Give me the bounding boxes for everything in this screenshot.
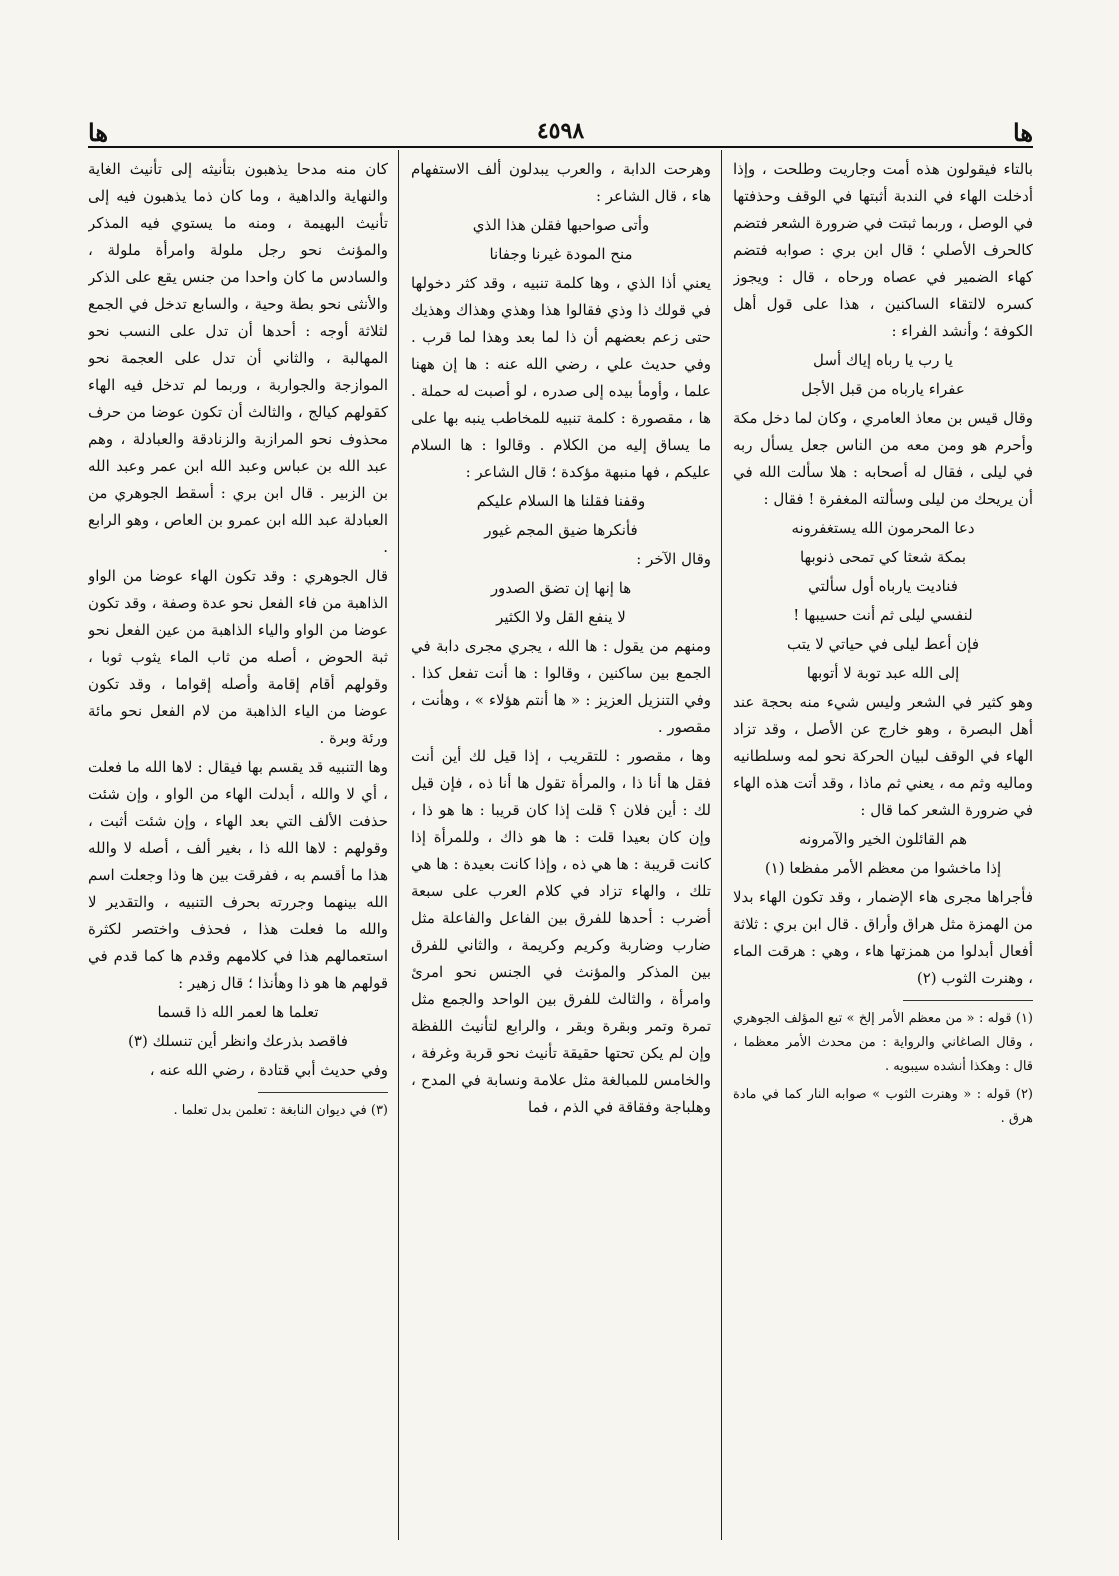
- paragraph: وفي حديث أبي قتادة ، رضي الله عنه ،: [149, 1061, 388, 1079]
- verse-line: إلى الله عبد توبة لا أتوبها: [806, 664, 960, 682]
- footnote: (٣) في ديوان النابغة : تعلمن بدل تعلما .: [173, 1103, 388, 1118]
- verse-line: إذا ماخشوا من معظم الأمر مفظعا (١): [764, 859, 1002, 877]
- column-divider: [721, 150, 722, 1540]
- verse-line: وقفنا فقلنا ها السلام عليكم: [476, 492, 646, 510]
- column-right: [733, 156, 1033, 1536]
- footnote-separator: [903, 1000, 1033, 1001]
- verse-line: تعلما ها لعمر الله ذا قسما: [157, 1003, 319, 1021]
- header-rule: [88, 146, 1033, 148]
- header-entry-word-right: ها: [1013, 118, 1033, 147]
- column-left: [88, 156, 388, 1536]
- footnote-separator: [258, 1092, 388, 1093]
- header-entry-word-left: ها: [88, 118, 108, 147]
- verse-line: فناديت يارباه أول سألتي: [808, 577, 958, 595]
- verse-line: لنفسي ليلى ثم أنت حسيبها !: [793, 606, 973, 624]
- paragraph: وها ، مقصور : للتقريب ، إذا قيل لك أين أنت فقل ها أنا ذا ، والمرأة تقول ها أنا ذه ، فإن قيل لك : أين فلان ؟ قلت إذا كان قريبا : ها هو ذا ، وإن كان بعيدا قلت : ها هو ذاك ، وللمرأة إذا كانت قريبة : ها هي ذه ، وإذا كانت بعيدة : ها هي تلك ، والهاء تزاد في كلام العرب على سبعة أضرب : أحدها للفرق بين الفاعل والفاعلة مثل ضارب وضاربة وكريم وكريمة ، والثاني للفرق بين المذكر والمؤنث في الجنس نحو امرئ وامرأة ، والثالث للفرق بين الواحد والجمع مثل تمرة وتمر وبقرة وبقر ، والرابع لتأنيث اللفظة وإن لم يكن تحتها حقيقة تأنيث نحو قربة وغرفة ، والخامس للمبالغة مثل علامة ونسابة في المدح ، وهلباجة وفقاقة في الذم ، فما: [411, 747, 711, 1116]
- paragraph: قال الجوهري : وقد تكون الهاء عوضا من الواو الذاهبة من فاء الفعل نحو عدة وصفة ، وقد تكون عوضا من الواو والياء الذاهبة من عين الفعل نحو ثبة الحوض ، أصله من ثاب الماء يثوب ثوبا ، وقولهم أقام إقامة وأصله إقواما ، وقد تكون عوضا من الياء الذاهبة من لام الفعل نحو مائة ورئة وبرة .: [88, 567, 388, 747]
- footnote: (١) قوله : « من معظم الأمر إلخ » تبع المؤلف الجوهري ، وقال الصاغاني والرواية : من محدث الأمر معظما ، قال : وهكذا أنشده سيبويه .: [733, 1011, 1033, 1074]
- page-number: ٤٥٩٨: [536, 118, 585, 144]
- verse-line: لا ينفع القل ولا الكثير: [496, 608, 626, 626]
- verse-line: هم القائلون الخير والآمرونه: [799, 830, 967, 848]
- verse-line: يا رب يا رباه إياك أسل: [813, 351, 953, 369]
- verse-line: فإن أعط ليلى في حياتي لا يتب: [787, 635, 979, 653]
- verse-line: بمكة شعثا كي تمحى ذنوبها: [799, 548, 967, 566]
- column-divider: [398, 150, 399, 1540]
- verse-line: منح المودة غيرنا وجفانا: [489, 245, 633, 263]
- verse-line: فاقصد بذرعك وانظر أين تنسلك (٣): [128, 1032, 348, 1050]
- verse-line: وأتى صواحبها فقلن هذا الذي: [472, 216, 650, 234]
- paragraph: ومنهم من يقول : ها الله ، يجري مجرى دابة في الجمع بين ساكنين ، وقالوا : ها أنت تفعل كذا . وفي التنزيل العزيز : « ها أنتم هؤلاء » ، وهأنت ، مقصور .: [411, 637, 711, 736]
- verse-line: فأنكرها ضيق المجم غيور: [484, 521, 638, 539]
- text-columns: [88, 150, 1033, 1540]
- paragraph: وهرحت الدابة ، والعرب يبدلون ألف الاستفهام هاء ، قال الشاعر :: [411, 160, 711, 205]
- paragraph: يعني أذا الذي ، وها كلمة تنبيه ، وقد كثر دخولها في قولك ذا وذي فقالوا هذا وهذي وهذاك وهذيك حتى زعم بعضهم أن ذا لما بعد وهذا لما قرب . وفي حديث علي ، رضي الله عنه : ها إن ههنا علما ، وأومأ بيده إلى صدره ، لو أصبت له حملة . ها ، مقصورة : كلمة تنبيه للمخاطب ينبه بها على ما يساق إليه من الكلام . وقالوا : ها السلام عليكم ، فها منبهة مؤكدة ؛ قال الشاعر :: [411, 274, 711, 481]
- paragraph: وقال الآخر :: [636, 550, 711, 568]
- footnote: (٢) قوله : « وهنرت الثوب » صوابه النار كما في مادة هرق .: [733, 1087, 1033, 1126]
- paragraph: وهو كثير في الشعر وليس شيء منه بحجة عند أهل البصرة ، وهو خارج عن الأصل ، وقد تزاد الهاء في الوقف لبيان الحركة نحو لمه وسلطانيه وماليه وثم مه ، يعني ثم ماذا ، وقد أتت هذه الهاء في ضرورة الشعر كما قال :: [733, 693, 1033, 819]
- column-middle: [411, 156, 711, 1536]
- paragraph: وها التنبيه قد يقسم بها فيقال : لاها الله ما فعلت ، أي لا والله ، أبدلت الهاء من الواو ، وإن شئت حذفت الألف التي بعد الهاء ، وإن شئت أثبت ، وقولهم : لاها الله ذا ، بغير ألف ، أصله لا والله هذا ما أقسم به ، ففرقت بين ها وذا وجعلت اسم الله بينهما وجررته بحرف التنبيه ، والتقدير لا والله ما فعلت هذا ، فحذف واختصر لكثرة استعمالهم هذا في كلامهم وقدم ها كما قدم في قولهم ها هو ذا وهأنذا ؛ قال زهير :: [88, 758, 388, 992]
- paragraph: وقال قيس بن معاذ العامري ، وكان لما دخل مكة وأحرم هو ومن معه من الناس جعل يسأل ربه في ليلى ، فقال له أصحابه : هلا سألت الله في أن يريحك من ليلى وسألته المغفرة ! فقال :: [733, 409, 1033, 508]
- paragraph: فأجراها مجرى هاء الإضمار ، وقد تكون الهاء بدلا من الهمزة مثل هراق وأراق . قال ابن بري : ثلاثة أفعال أبدلوا من همزتها هاء ، وهي : هرقت الماء ، وهنرت الثوب (٢): [733, 888, 1033, 987]
- verse-line: دعا المحرمون الله يستغفرونه: [791, 519, 975, 537]
- verse-line: عفراء يارباه من قبل الأجل: [801, 380, 965, 398]
- paragraph: كان منه مدحا يذهبون بتأنيثه إلى تأنيث الغاية والنهاية والداهية ، وما كان ذما يذهبون فيه إلى تأنيث البهيمة ، ومنه ما يستوي فيه المذكر والمؤنث نحو رجل ملولة وامرأة ملولة ، والسادس ما كان واحدا من جنس يقع على الذكر والأنثى نحو بطة وحية ، والسابع تدخل في الجمع لثلاثة أوجه : أحدها أن تدل على النسب نحو المهالبة ، والثاني أن تدل على العجمة نحو الموازجة والجواربة ، وربما لم تدخل فيه الهاء كقولهم كيالج ، والثالث أن تكون عوضا من حرف محذوف نحو المرازبة والزنادقة والعبادلة ، وهم عبد الله بن عباس وعبد الله ابن عمر وعبد الله بن الزبير . قال ابن بري : أسقط الجوهري من العبادلة عبد الله ابن عمرو بن العاص ، وهو الرابع .: [88, 160, 388, 556]
- paragraph: بالتاء فيقولون هذه أمت وجاريت وطلحت ، وإذا أدخلت الهاء في الندبة أثبتها في الوقف وحذفتها في الوصل ، وربما ثبتت في ضرورة الشعر فتضم كالحرف الأصلي ؛ قال ابن بري : صوابه فتضم كهاء الضمير في عصاه ورحاه ، قال : ويجوز كسره لالتقاء الساكنين ، هذا على قول أهل الكوفة ؛ وأنشد الفراء :: [733, 160, 1033, 340]
- verse-line: ها إنها إن تضق الصدور: [490, 579, 632, 597]
